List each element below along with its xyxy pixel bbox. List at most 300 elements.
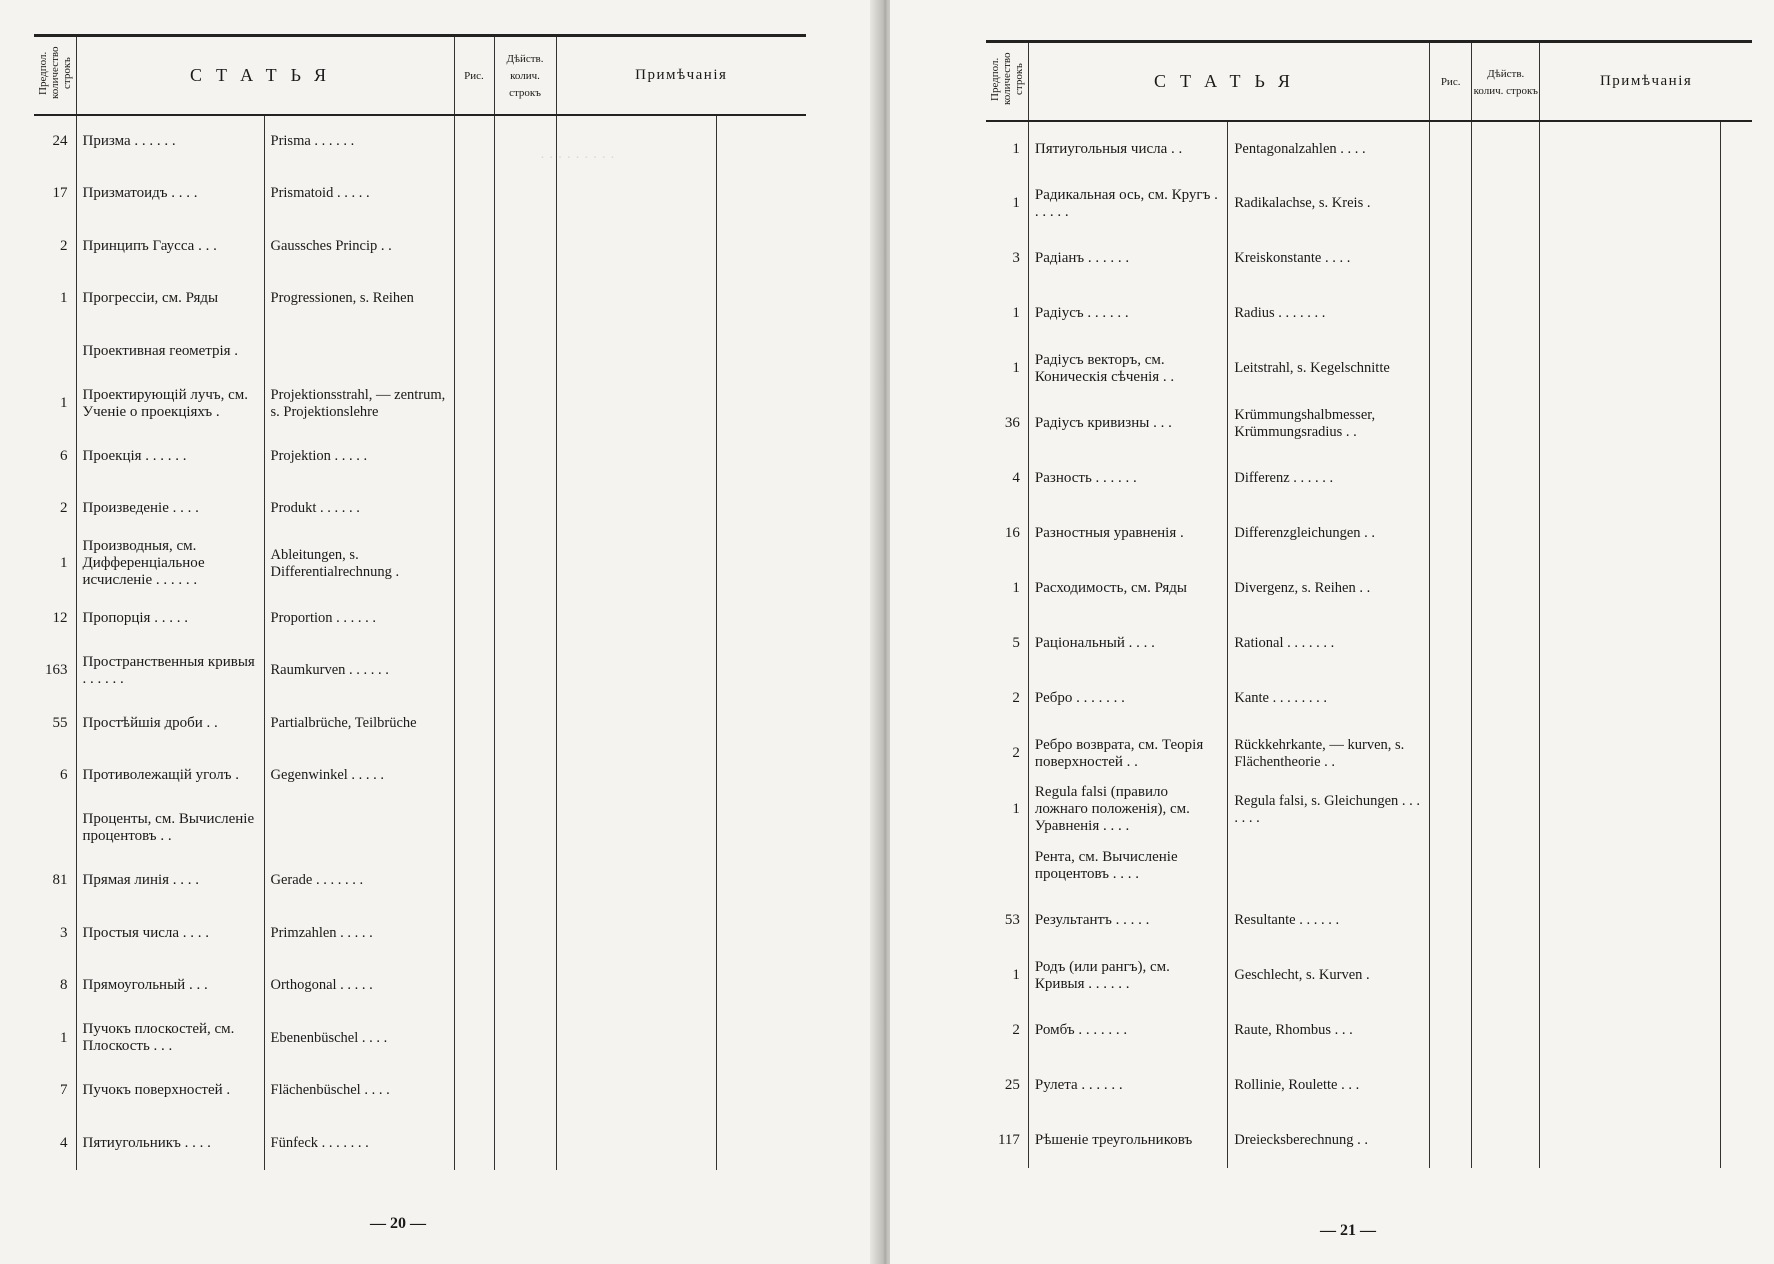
- russian-term: Пучокъ плоскостей, см. Плоскость . . .: [76, 1012, 264, 1065]
- figure-cell: [454, 168, 494, 221]
- figure-cell: [1429, 616, 1471, 671]
- german-term: Rational . . . . . . .: [1228, 616, 1430, 671]
- actual-lines-cell: [494, 750, 556, 803]
- german-term: Projektion . . . . .: [264, 430, 454, 483]
- actual-lines-cell: [494, 592, 556, 645]
- german-term: Fünfeck . . . . . . .: [264, 1117, 454, 1170]
- figure-cell: [1429, 893, 1471, 948]
- notes-extra-cell: [1720, 948, 1752, 1003]
- register-row: [34, 1117, 806, 1170]
- notes-cell: [1540, 341, 1720, 396]
- figure-cell: [1429, 341, 1471, 396]
- notes-extra-cell: [1720, 121, 1752, 176]
- german-term: Primzahlen . . . . .: [264, 907, 454, 960]
- notes-extra-cell: [716, 960, 806, 1013]
- german-term: Raumkurven . . . . . .: [264, 645, 454, 698]
- notes-cell: [1540, 561, 1720, 616]
- notes-extra-cell: [1720, 1058, 1752, 1113]
- register-row: [34, 378, 806, 431]
- german-term: Produkt . . . . . .: [264, 483, 454, 536]
- header-fig: Рис.: [454, 36, 494, 116]
- notes-extra-cell: [1720, 1113, 1752, 1168]
- figure-cell: [1429, 231, 1471, 286]
- german-term: Regula falsi, s. Gleichungen . . . . . . .: [1228, 781, 1430, 838]
- notes-cell: [556, 592, 716, 645]
- german-term: [264, 802, 454, 855]
- actual-lines-cell: [1472, 1113, 1540, 1168]
- german-term: Orthogonal . . . . .: [264, 960, 454, 1013]
- header-notes: Примѣчанія: [1540, 42, 1752, 122]
- actual-lines-cell: [494, 115, 556, 168]
- russian-term: Радіусъ . . . . . .: [1028, 286, 1227, 341]
- actual-lines-cell: [1472, 726, 1540, 781]
- left-register-table: [34, 34, 806, 1170]
- header-actual: Дѣйств. колич. строкъ: [494, 36, 556, 116]
- actual-lines-cell: [1472, 176, 1540, 231]
- register-row: [986, 948, 1752, 1003]
- notes-cell: [1540, 616, 1720, 671]
- german-term: Krümmungshalbmesser, Krümmungsradius . .: [1228, 396, 1430, 451]
- count-cell: 3: [986, 231, 1028, 286]
- count-cell: 1: [986, 781, 1028, 838]
- notes-extra-cell: [1720, 286, 1752, 341]
- russian-term: Рента, см. Вычисленіе процентовъ . . . .: [1028, 838, 1227, 893]
- register-row: [986, 396, 1752, 451]
- notes-extra-cell: [1720, 726, 1752, 781]
- register-row: [986, 451, 1752, 506]
- actual-lines-cell: [1472, 286, 1540, 341]
- figure-cell: [454, 960, 494, 1013]
- german-term: Gaussches Princip . .: [264, 220, 454, 273]
- russian-term: Радіанъ . . . . . .: [1028, 231, 1227, 286]
- count-cell: 2: [986, 1003, 1028, 1058]
- russian-term: Проекція . . . . . .: [76, 430, 264, 483]
- figure-cell: [454, 273, 494, 326]
- notes-extra-cell: [716, 430, 806, 483]
- notes-cell: [1540, 893, 1720, 948]
- german-term: Differenz . . . . . .: [1228, 451, 1430, 506]
- figure-cell: [454, 325, 494, 378]
- figure-cell: [1429, 396, 1471, 451]
- notes-cell: [556, 1065, 716, 1118]
- figure-cell: [1429, 671, 1471, 726]
- german-term: Partialbrüche, Teilbrüche: [264, 697, 454, 750]
- notes-cell: [1540, 781, 1720, 838]
- count-cell: 8: [34, 960, 76, 1013]
- figure-cell: [454, 645, 494, 698]
- actual-lines-cell: [494, 325, 556, 378]
- figure-cell: [1429, 561, 1471, 616]
- notes-cell: [556, 168, 716, 221]
- german-term: Resultante . . . . . .: [1228, 893, 1430, 948]
- count-cell: 25: [986, 1058, 1028, 1113]
- russian-term: Противолежащій уголъ .: [76, 750, 264, 803]
- register-row: [986, 176, 1752, 231]
- german-term: Radius . . . . . . .: [1228, 286, 1430, 341]
- german-term: Gegenwinkel . . . . .: [264, 750, 454, 803]
- actual-lines-cell: [494, 802, 556, 855]
- actual-lines-cell: [494, 1117, 556, 1170]
- figure-cell: [454, 907, 494, 960]
- count-cell: 1: [986, 286, 1028, 341]
- header-count: Предпол. количество строкъ: [986, 42, 1028, 122]
- german-term: Differenzgleichungen . .: [1228, 506, 1430, 561]
- header-article: СТАТЬЯ: [76, 36, 454, 116]
- notes-cell: [556, 378, 716, 431]
- german-term: Divergenz, s. Reihen . .: [1228, 561, 1430, 616]
- notes-cell: [556, 1012, 716, 1065]
- russian-term: Принципъ Гаусса . . .: [76, 220, 264, 273]
- actual-lines-cell: [1472, 341, 1540, 396]
- notes-extra-cell: [716, 592, 806, 645]
- notes-cell: [556, 960, 716, 1013]
- notes-cell: [1540, 506, 1720, 561]
- russian-term: Разностныя уравненія .: [1028, 506, 1227, 561]
- german-term: Kreiskonstante . . . .: [1228, 231, 1430, 286]
- figure-cell: [454, 115, 494, 168]
- figure-cell: [454, 1012, 494, 1065]
- bleed-through-text: · · · · · · · · ·: [540, 150, 615, 166]
- register-row: [34, 697, 806, 750]
- actual-lines-cell: [494, 273, 556, 326]
- notes-cell: [1540, 1003, 1720, 1058]
- actual-lines-cell: [494, 907, 556, 960]
- register-row: [34, 483, 806, 536]
- count-cell: 81: [34, 855, 76, 908]
- notes-extra-cell: [716, 1117, 806, 1170]
- figure-cell: [454, 1117, 494, 1170]
- russian-term: Прямоугольный . . .: [76, 960, 264, 1013]
- notes-extra-cell: [1720, 616, 1752, 671]
- notes-extra-cell: [716, 378, 806, 431]
- register-row: [986, 341, 1752, 396]
- figure-cell: [1429, 176, 1471, 231]
- russian-term: Проектирующій лучъ, см. Ученіе о проекціяхъ .: [76, 378, 264, 431]
- russian-term: Результантъ . . . . .: [1028, 893, 1227, 948]
- german-term: Ebenenbüschel . . . .: [264, 1012, 454, 1065]
- russian-term: Радіусъ векторъ, см. Коническія сѣченія . .: [1028, 341, 1227, 396]
- register-row: [34, 855, 806, 908]
- notes-extra-cell: [1720, 1003, 1752, 1058]
- german-term: Progressionen, s. Reihen: [264, 273, 454, 326]
- russian-term: Regula falsi (правило ложнаго положенія), см. Уравненія . . . .: [1028, 781, 1227, 838]
- notes-extra-cell: [716, 115, 806, 168]
- german-term: Prismatoid . . . . .: [264, 168, 454, 221]
- count-cell: 53: [986, 893, 1028, 948]
- figure-cell: [454, 483, 494, 536]
- russian-term: Пятиугольникъ . . . .: [76, 1117, 264, 1170]
- count-cell: 16: [986, 506, 1028, 561]
- german-term: Proportion . . . . . .: [264, 592, 454, 645]
- actual-lines-cell: [1472, 506, 1540, 561]
- count-cell: 1: [986, 948, 1028, 1003]
- register-row: [34, 960, 806, 1013]
- figure-cell: [454, 220, 494, 273]
- german-term: Ableitungen, s. Differentialrechnung .: [264, 535, 454, 592]
- russian-term: Прогрессіи, см. Ряды: [76, 273, 264, 326]
- count-cell: 2: [986, 671, 1028, 726]
- header-article: СТАТЬЯ: [1028, 42, 1429, 122]
- count-cell: 4: [34, 1117, 76, 1170]
- count-cell: 1: [986, 341, 1028, 396]
- notes-cell: [556, 907, 716, 960]
- german-term: Rollinie, Roulette . . .: [1228, 1058, 1430, 1113]
- notes-extra-cell: [716, 907, 806, 960]
- count-cell: 36: [986, 396, 1028, 451]
- count-cell: 1: [986, 561, 1028, 616]
- header-fig: Рис.: [1429, 42, 1471, 122]
- german-term: Projektionsstrahl, — zentrum, s. Projektionslehre: [264, 378, 454, 431]
- register-row: [986, 1058, 1752, 1113]
- figure-cell: [454, 535, 494, 592]
- count-cell: 1: [34, 535, 76, 592]
- russian-term: Пространственныя кривыя . . . . . .: [76, 645, 264, 698]
- actual-lines-cell: [1472, 451, 1540, 506]
- right-rows: [986, 121, 1752, 1168]
- right-register-table: [986, 40, 1752, 1168]
- figure-cell: [1429, 506, 1471, 561]
- notes-extra-cell: [716, 802, 806, 855]
- register-row: [986, 893, 1752, 948]
- notes-extra-cell: [1720, 561, 1752, 616]
- german-term: Dreiecksberechnung . .: [1228, 1113, 1430, 1168]
- russian-term: Расходимость, см. Ряды: [1028, 561, 1227, 616]
- russian-term: Производныя, см. Дифференціальное исчисленіе . . . . . .: [76, 535, 264, 592]
- notes-extra-cell: [716, 535, 806, 592]
- notes-cell: [556, 483, 716, 536]
- register-row: [34, 907, 806, 960]
- figure-cell: [1429, 1113, 1471, 1168]
- register-row: [34, 802, 806, 855]
- left-rows: [34, 115, 806, 1170]
- register-row: [34, 325, 806, 378]
- figure-cell: [454, 430, 494, 483]
- german-term: Pentagonalzahlen . . . .: [1228, 121, 1430, 176]
- actual-lines-cell: [494, 535, 556, 592]
- count-cell: 117: [986, 1113, 1028, 1168]
- figure-cell: [1429, 948, 1471, 1003]
- count-cell: [34, 802, 76, 855]
- actual-lines-cell: [1472, 396, 1540, 451]
- notes-cell: [1540, 726, 1720, 781]
- figure-cell: [454, 592, 494, 645]
- notes-cell: [556, 645, 716, 698]
- notes-extra-cell: [716, 645, 806, 698]
- header-actual: Дѣйств. колич. строкъ: [1472, 42, 1540, 122]
- count-cell: 1: [34, 378, 76, 431]
- russian-term: Рѣшеніе треугольниковъ: [1028, 1113, 1227, 1168]
- notes-extra-cell: [716, 220, 806, 273]
- german-term: Flächenbüschel . . . .: [264, 1065, 454, 1118]
- german-term: Geschlecht, s. Kurven .: [1228, 948, 1430, 1003]
- figure-cell: [454, 802, 494, 855]
- notes-cell: [556, 220, 716, 273]
- russian-term: Простыя числа . . . .: [76, 907, 264, 960]
- notes-extra-cell: [716, 325, 806, 378]
- notes-cell: [1540, 121, 1720, 176]
- count-cell: 7: [34, 1065, 76, 1118]
- page-number-left: — 20 —: [370, 1215, 426, 1232]
- notes-cell: [556, 1117, 716, 1170]
- register-row: [34, 1012, 806, 1065]
- notes-extra-cell: [1720, 781, 1752, 838]
- actual-lines-cell: [494, 220, 556, 273]
- count-cell: 2: [34, 483, 76, 536]
- notes-extra-cell: [1720, 231, 1752, 286]
- register-row: [986, 286, 1752, 341]
- russian-term: Радіусъ кривизны . . .: [1028, 396, 1227, 451]
- notes-extra-cell: [716, 750, 806, 803]
- notes-extra-cell: [1720, 341, 1752, 396]
- register-row: [986, 838, 1752, 893]
- notes-cell: [556, 855, 716, 908]
- figure-cell: [1429, 286, 1471, 341]
- count-cell: [34, 325, 76, 378]
- count-cell: 5: [986, 616, 1028, 671]
- left-register-table-wrap: [34, 34, 806, 1170]
- page-number-right: — 21 —: [1320, 1222, 1376, 1239]
- register-row: [34, 592, 806, 645]
- notes-extra-cell: [1720, 506, 1752, 561]
- register-row: [34, 645, 806, 698]
- register-row: [986, 1113, 1752, 1168]
- figure-cell: [1429, 1058, 1471, 1113]
- notes-cell: [1540, 286, 1720, 341]
- figure-cell: [454, 378, 494, 431]
- russian-term: Прямая линія . . . .: [76, 855, 264, 908]
- right-register-table-wrap: [986, 40, 1752, 1168]
- notes-extra-cell: [1720, 671, 1752, 726]
- notes-extra-cell: [1720, 893, 1752, 948]
- actual-lines-cell: [494, 430, 556, 483]
- german-term: Leitstrahl, s. Kegelschnitte: [1228, 341, 1430, 396]
- figure-cell: [1429, 451, 1471, 506]
- figure-cell: [454, 1065, 494, 1118]
- actual-lines-cell: [494, 855, 556, 908]
- german-term: Kante . . . . . . . .: [1228, 671, 1430, 726]
- actual-lines-cell: [1472, 948, 1540, 1003]
- notes-cell: [556, 802, 716, 855]
- notes-cell: [556, 535, 716, 592]
- header-count: Предпол. количество строкъ: [34, 36, 76, 116]
- russian-term: Разность . . . . . .: [1028, 451, 1227, 506]
- count-cell: 163: [34, 645, 76, 698]
- russian-term: Пятиугольныя числа . .: [1028, 121, 1227, 176]
- register-row: [34, 115, 806, 168]
- register-row: [986, 781, 1752, 838]
- notes-cell: [1540, 176, 1720, 231]
- notes-extra-cell: [716, 855, 806, 908]
- notes-extra-cell: [716, 697, 806, 750]
- russian-term: Раціональный . . . .: [1028, 616, 1227, 671]
- register-row: [34, 1065, 806, 1118]
- russian-term: Радикальная ось, см. Кругъ . . . . . .: [1028, 176, 1227, 231]
- figure-cell: [1429, 726, 1471, 781]
- actual-lines-cell: [1472, 838, 1540, 893]
- notes-cell: [1540, 1058, 1720, 1113]
- russian-term: Пропорція . . . . .: [76, 592, 264, 645]
- german-term: [264, 325, 454, 378]
- notes-cell: [556, 430, 716, 483]
- register-row: [34, 168, 806, 221]
- register-row: [986, 1003, 1752, 1058]
- figure-cell: [454, 855, 494, 908]
- actual-lines-cell: [494, 960, 556, 1013]
- count-cell: 1: [986, 121, 1028, 176]
- notes-extra-cell: [1720, 396, 1752, 451]
- notes-cell: [556, 750, 716, 803]
- register-row: [34, 220, 806, 273]
- actual-lines-cell: [1472, 1003, 1540, 1058]
- actual-lines-cell: [494, 1065, 556, 1118]
- notes-cell: [556, 697, 716, 750]
- register-row: [34, 273, 806, 326]
- notes-extra-cell: [1720, 838, 1752, 893]
- notes-cell: [1540, 838, 1720, 893]
- notes-cell: [1540, 231, 1720, 286]
- register-row: [34, 535, 806, 592]
- count-cell: 55: [34, 697, 76, 750]
- actual-lines-cell: [1472, 893, 1540, 948]
- german-term: Rückkehrkante, — kurven, s. Flächentheorie . .: [1228, 726, 1430, 781]
- register-row: [986, 616, 1752, 671]
- count-cell: 6: [34, 430, 76, 483]
- russian-term: Призма . . . . . .: [76, 115, 264, 168]
- russian-term: Рулета . . . . . .: [1028, 1058, 1227, 1113]
- russian-term: Пучокъ поверхностей .: [76, 1065, 264, 1118]
- russian-term: Ребро . . . . . . .: [1028, 671, 1227, 726]
- register-row: [34, 430, 806, 483]
- register-row: [986, 121, 1752, 176]
- actual-lines-cell: [494, 168, 556, 221]
- count-cell: 1: [34, 1012, 76, 1065]
- actual-lines-cell: [494, 378, 556, 431]
- notes-extra-cell: [716, 168, 806, 221]
- russian-term: Ромбъ . . . . . . .: [1028, 1003, 1227, 1058]
- russian-term: Произведеніе . . . .: [76, 483, 264, 536]
- count-cell: 1: [34, 273, 76, 326]
- russian-term: Родъ (или рангъ), см. Кривыя . . . . . .: [1028, 948, 1227, 1003]
- notes-cell: [1540, 948, 1720, 1003]
- actual-lines-cell: [1472, 561, 1540, 616]
- actual-lines-cell: [1472, 781, 1540, 838]
- russian-term: Простѣйшія дроби . .: [76, 697, 264, 750]
- right-page: [890, 0, 1774, 1264]
- russian-term: Проективная геометрія .: [76, 325, 264, 378]
- notes-cell: [1540, 451, 1720, 506]
- russian-term: Ребро возврата, см. Теорія поверхностей . .: [1028, 726, 1227, 781]
- actual-lines-cell: [494, 483, 556, 536]
- notes-cell: [556, 273, 716, 326]
- figure-cell: [1429, 781, 1471, 838]
- actual-lines-cell: [1472, 121, 1540, 176]
- register-row: [986, 671, 1752, 726]
- notes-extra-cell: [1720, 451, 1752, 506]
- notes-extra-cell: [716, 1012, 806, 1065]
- actual-lines-cell: [494, 1012, 556, 1065]
- notes-extra-cell: [716, 483, 806, 536]
- register-row: [986, 726, 1752, 781]
- count-cell: 2: [986, 726, 1028, 781]
- notes-cell: [556, 325, 716, 378]
- count-cell: 4: [986, 451, 1028, 506]
- russian-term: Проценты, см. Вычисленіе процентовъ . .: [76, 802, 264, 855]
- actual-lines-cell: [1472, 616, 1540, 671]
- actual-lines-cell: [494, 697, 556, 750]
- notes-cell: [556, 115, 716, 168]
- register-row: [986, 506, 1752, 561]
- actual-lines-cell: [1472, 671, 1540, 726]
